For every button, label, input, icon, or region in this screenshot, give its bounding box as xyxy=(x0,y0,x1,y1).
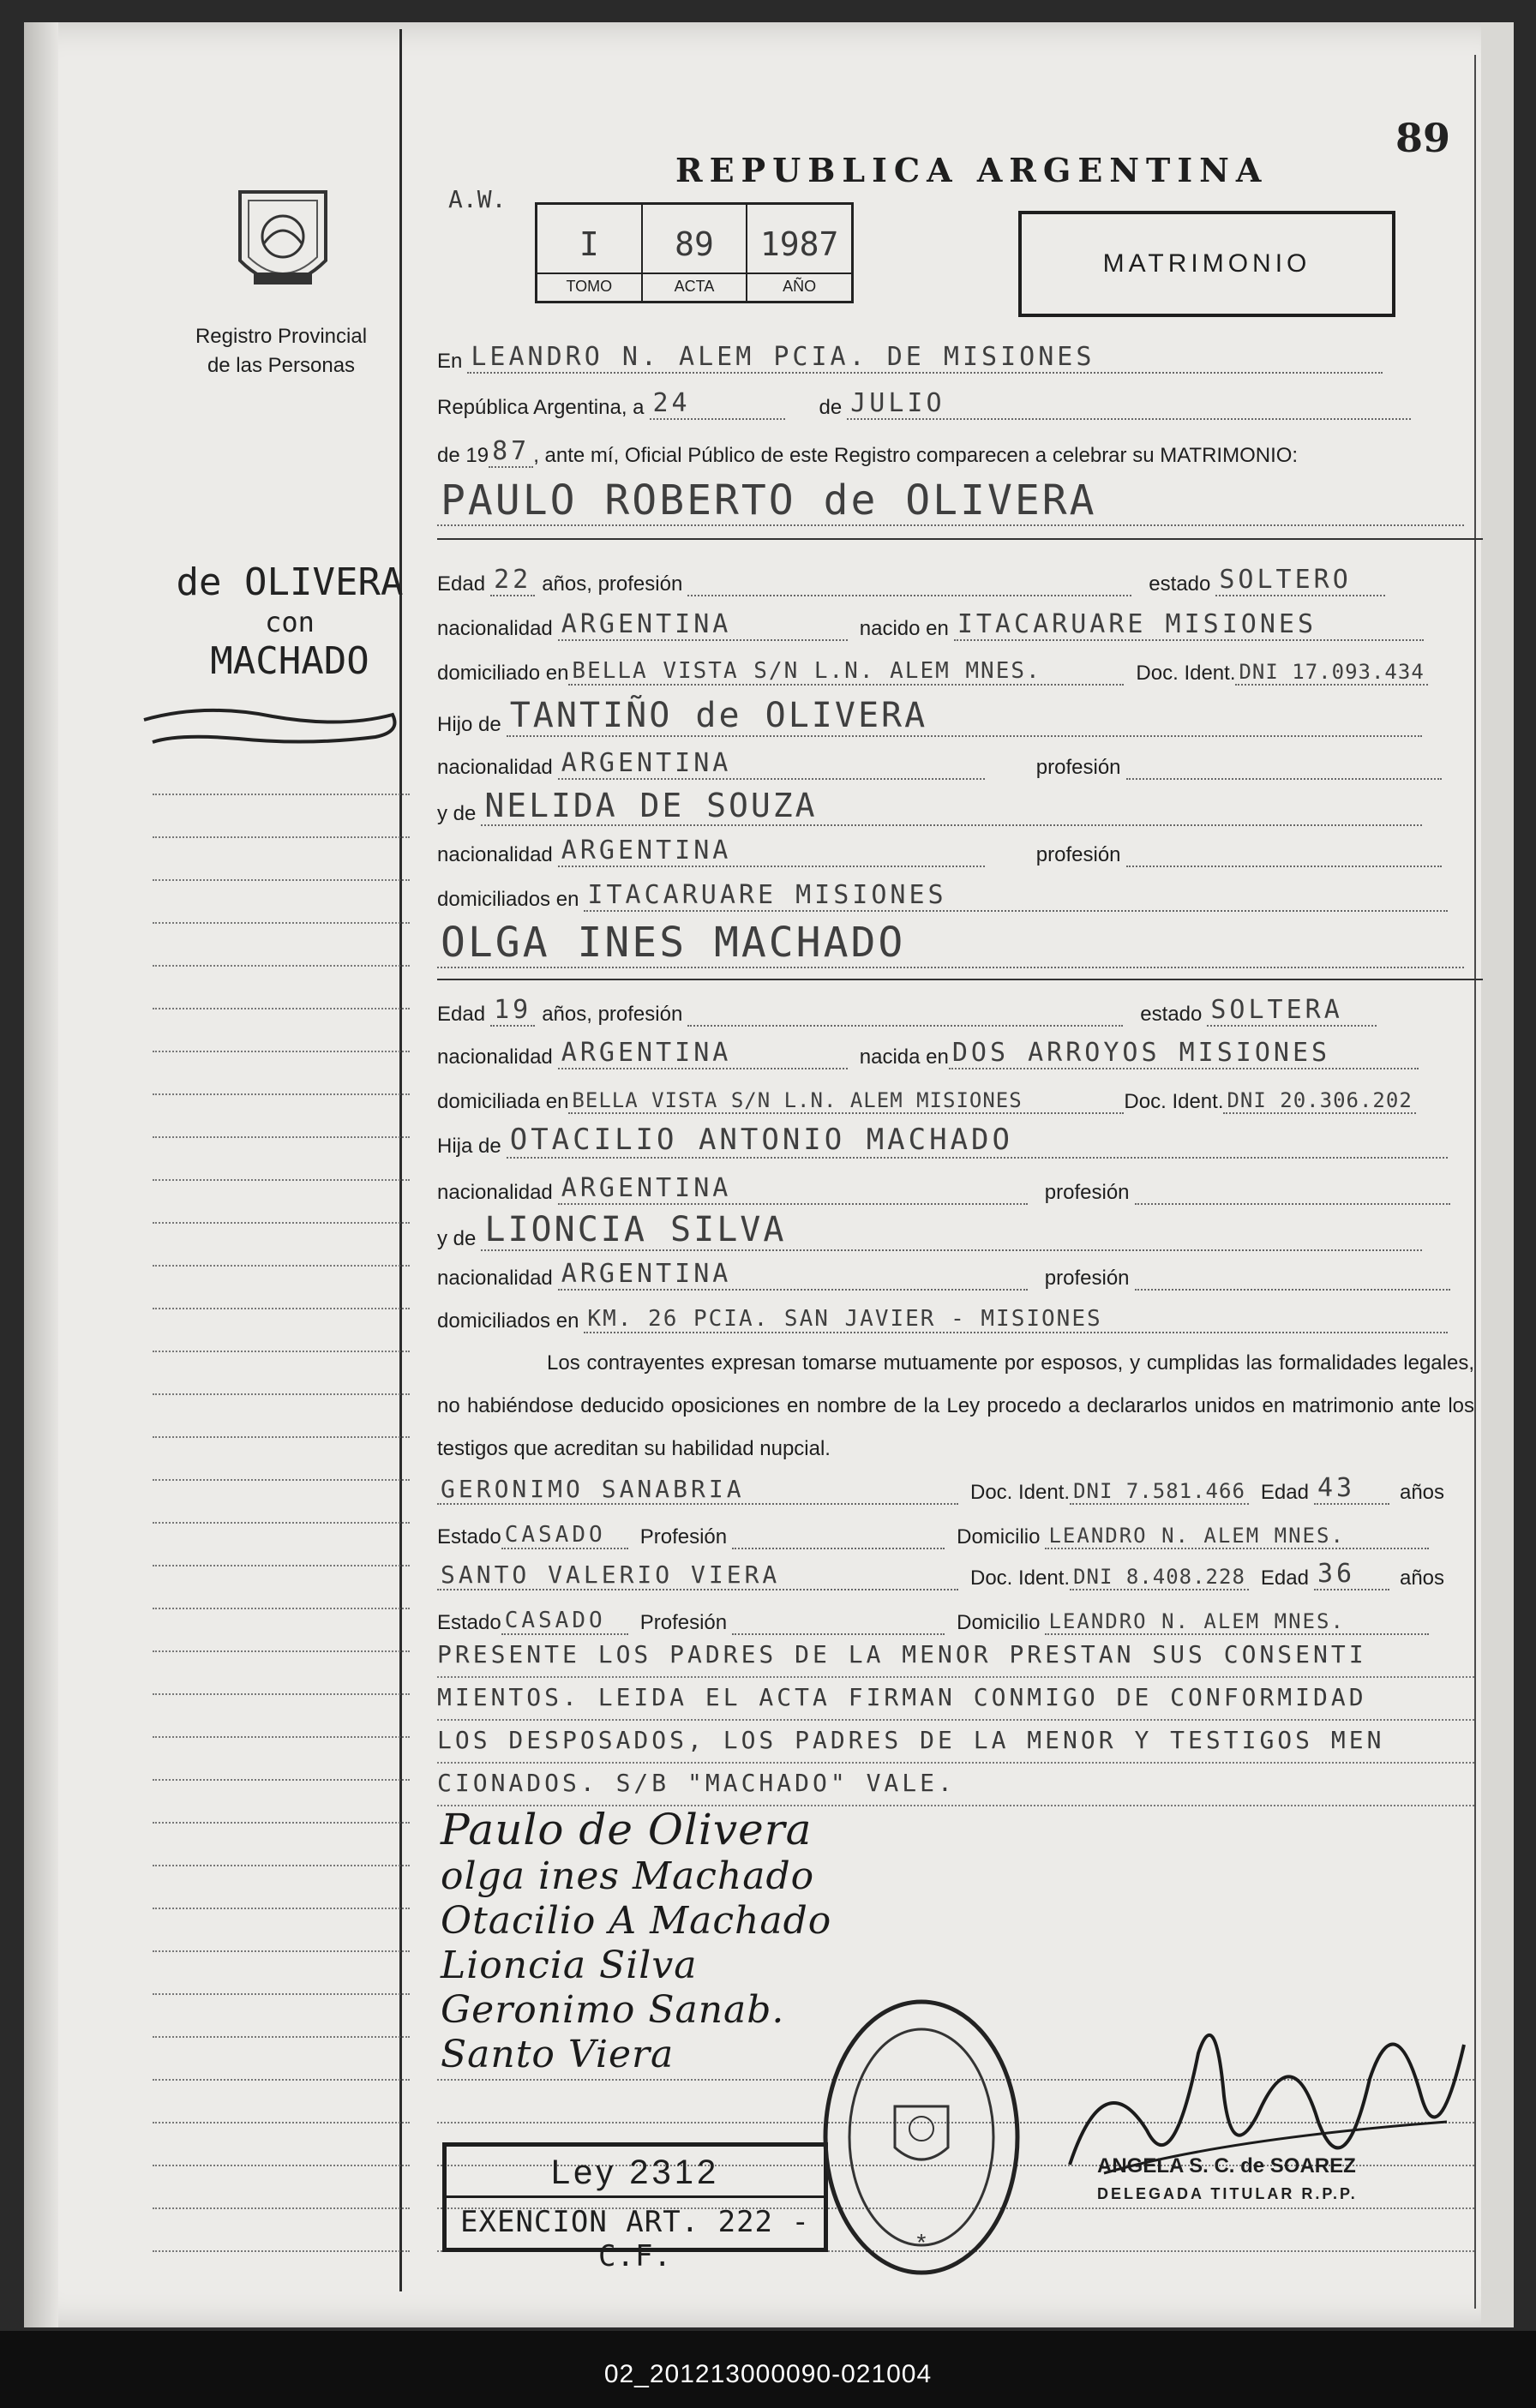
groom-profession xyxy=(687,595,1131,596)
de-label: de xyxy=(819,396,843,419)
bride-name-line xyxy=(437,913,1464,968)
bride-divider xyxy=(437,979,1483,980)
groom-mother-profession xyxy=(1126,866,1442,867)
witness2-years: años xyxy=(1399,1566,1445,1590)
declaration-paragraph: Los contrayentes expresan tomarse mutuamente por esposos, y cumplidas las formalidades legales, no habiéndose deducido oposiciones en nombre de la Ley procedo a declararlos unidos en matrimonio ante los testigos que acreditan su habilidad nupcial. xyxy=(437,1351,1474,1460)
groom-parents-dom-line xyxy=(437,874,1448,912)
bride-mother-nac-label: nacionalidad xyxy=(437,1267,553,1290)
bride-name: OLGA INES MACHADO xyxy=(437,919,1464,968)
groom-yde-label: y de xyxy=(437,802,477,825)
groom-age-line xyxy=(437,559,1385,596)
note-line-4: CIONADOS. S/B "MACHADO" VALE. xyxy=(437,1762,1474,1806)
bride-mother-line xyxy=(437,1208,1422,1251)
bride-age-line xyxy=(437,989,1377,1027)
bride-doc: DNI 20.306.202 xyxy=(1223,1088,1415,1114)
groom-father-prof-label: profesión xyxy=(1035,756,1121,779)
witness1-age: 43 xyxy=(1314,1473,1389,1505)
intro-statement-line xyxy=(437,430,1298,468)
groom-estado: SOLTERO xyxy=(1215,565,1385,596)
record-type-box: MATRIMONIO xyxy=(1018,211,1395,317)
groom-age-label: Edad xyxy=(437,572,486,596)
bride-father-nationality: ARGENTINA xyxy=(558,1173,1028,1205)
anio-label: AÑO xyxy=(747,273,851,296)
witness2-name: SANTO VALERIO VIERA xyxy=(437,1560,958,1590)
bride-mother-prof-label: profesión xyxy=(1044,1267,1130,1290)
bride-mother-nac-line xyxy=(437,1253,1450,1291)
witness2-age-label: Edad xyxy=(1260,1566,1309,1590)
witness2-doc-label: Doc. Ident. xyxy=(970,1566,1071,1590)
page-number: 89 xyxy=(1395,115,1451,161)
groom-parents-domicile: ITACARUARE MISIONES xyxy=(584,880,1448,912)
bride-estado: SOLTERA xyxy=(1207,995,1377,1027)
witness1-doc-label: Doc. Ident. xyxy=(970,1481,1071,1504)
bride-yde-label: y de xyxy=(437,1227,477,1250)
groom-doc-label: Doc. Ident. xyxy=(1136,662,1236,685)
tomo-label: TOMO xyxy=(537,273,641,296)
volume-record-box xyxy=(535,202,854,303)
ley-stamp-line1: Ley 2312 xyxy=(447,2153,824,2198)
groom-father-nac-label: nacionalidad xyxy=(437,756,553,779)
groom-born-label: nacido en xyxy=(859,617,949,640)
groom-parents-dom-label: domiciliados en xyxy=(437,888,579,911)
acta-label: ACTA xyxy=(643,273,747,296)
witness1-estado: CASADO xyxy=(501,1522,628,1549)
bride-nac-label: nacionalidad xyxy=(437,1045,553,1069)
groom-age: 22 xyxy=(490,565,535,596)
bride-estado-label: estado xyxy=(1140,1003,1203,1026)
groom-nac-label: nacionalidad xyxy=(437,617,553,640)
witness2-doc: DNI 8.408.228 xyxy=(1070,1565,1249,1590)
statement-text: , ante mí, Oficial Público de este Registro comparecen a celebrar su MATRIMONIO: xyxy=(533,444,1299,467)
tomo-cell xyxy=(537,205,643,301)
groom-mother-nac-label: nacionalidad xyxy=(437,843,553,866)
bride-father: OTACILIO ANTONIO MACHADO xyxy=(507,1123,1448,1159)
registry-label-line1: Registro Provincial xyxy=(195,325,368,348)
anio-cell xyxy=(747,205,851,301)
en-label: En xyxy=(437,350,463,373)
republica-label: República Argentina, a xyxy=(437,396,645,419)
acta-value: 89 xyxy=(675,225,714,263)
intro-date-line xyxy=(437,382,1411,420)
groom-mother: NELIDA DE SOUZA xyxy=(481,787,1422,826)
witness1-years: años xyxy=(1399,1481,1445,1504)
margin-note xyxy=(153,560,427,684)
registry-label xyxy=(144,322,418,380)
bride-hija-label: Hija de xyxy=(437,1135,501,1158)
witness1-detail-line xyxy=(437,1512,1429,1549)
flourish-underline-icon xyxy=(135,694,410,763)
witness1-name: GERONIMO SANABRIA xyxy=(437,1475,958,1505)
witness1-estado-label: Estado xyxy=(437,1525,501,1548)
official-signature-block xyxy=(1097,2153,1358,2207)
groom-mother-prof-label: profesión xyxy=(1035,843,1121,866)
official-title: DELEGADA TITULAR R.P.P. xyxy=(1097,2185,1358,2202)
bride-prof-label: años, profesión xyxy=(542,1003,683,1026)
witness1-domicile: LEANDRO N. ALEM MNES. xyxy=(1045,1524,1429,1549)
bride-father-nac-line xyxy=(437,1167,1450,1205)
bride-nationality: ARGENTINA xyxy=(558,1038,848,1069)
note-line-2: MIENTOS. LEIDA EL ACTA FIRMAN CONMIGO DE CONFORMIDAD xyxy=(437,1676,1474,1721)
bride-born-label: nacida en xyxy=(859,1045,949,1069)
note-line-3: LOS DESPOSADOS, LOS PADRES DE LA MENOR Y TESTIGOS MEN xyxy=(437,1719,1474,1764)
province-seal-icon xyxy=(230,183,336,303)
groom-name-line xyxy=(437,473,1464,526)
groom-name: PAULO ROBERTO de OLIVERA xyxy=(437,476,1464,526)
day-value: 24 xyxy=(650,388,785,420)
groom-father-nac-line xyxy=(437,742,1442,780)
groom-dom-line xyxy=(437,648,1428,686)
witness2-age: 36 xyxy=(1314,1559,1389,1590)
bride-dom-label: domiciliada en xyxy=(437,1090,569,1113)
bride-domicile: BELLA VISTA S/N L.N. ALEM MISIONES xyxy=(568,1088,1124,1114)
groom-father: TANTIÑO de OLIVERA xyxy=(507,696,1422,737)
intro-place-line xyxy=(437,336,1383,374)
groom-father-line xyxy=(437,694,1422,737)
groom-divider xyxy=(437,538,1483,540)
witness1-doc: DNI 7.581.466 xyxy=(1070,1479,1249,1505)
signature-groom: Paulo de Olivera xyxy=(441,1805,813,1854)
ley-stamp-line2: EXENCION ART. 222 - C.F. xyxy=(460,2205,810,2273)
witness1-profession xyxy=(732,1548,945,1549)
next-leaf-edge xyxy=(1481,22,1514,2327)
witness2-line xyxy=(437,1553,1449,1590)
groom-mother-line xyxy=(437,785,1422,826)
groom-nac-line xyxy=(437,603,1424,641)
bride-born: DOS ARROYOS MISIONES xyxy=(949,1038,1419,1069)
tomo-value: I xyxy=(579,225,599,263)
groom-estado-label: estado xyxy=(1149,572,1211,596)
witness2-domicile: LEANDRO N. ALEM MNES. xyxy=(1045,1609,1429,1635)
groom-mother-nac-line xyxy=(437,830,1442,867)
registry-label-line2: de las Personas xyxy=(207,354,356,377)
margin-note-line1: de OLIVERA xyxy=(176,560,404,604)
witness1-line xyxy=(437,1467,1449,1505)
ley-exemption-stamp xyxy=(442,2142,828,2273)
right-rule xyxy=(1474,55,1476,2309)
witness1-dom-label: Domicilio xyxy=(957,1525,1041,1548)
bride-father-profession xyxy=(1135,1203,1450,1205)
scan-filename: 02_201213000090-021004 xyxy=(603,2360,933,2388)
signature-witness1: Geronimo Sanab. xyxy=(441,1988,785,2032)
bride-father-line xyxy=(437,1121,1448,1159)
margin-note-line3: MACHADO xyxy=(210,639,369,683)
groom-father-profession xyxy=(1126,778,1442,780)
bride-nac-line xyxy=(437,1032,1419,1069)
acta-cell xyxy=(643,205,748,301)
bride-dom-line xyxy=(437,1076,1416,1114)
groom-hijo-label: Hijo de xyxy=(437,713,501,736)
witness1-age-label: Edad xyxy=(1260,1481,1309,1504)
bride-age-label: Edad xyxy=(437,1003,486,1026)
month-value: JULIO xyxy=(847,388,1411,420)
bride-mother: LIONCIA SILVA xyxy=(481,1210,1422,1251)
groom-doc: DNI 17.093.434 xyxy=(1235,660,1427,686)
witness2-prof-label: Profesión xyxy=(639,1611,728,1634)
anio-value: 1987 xyxy=(759,225,839,263)
groom-born: ITACARUARE MISIONES xyxy=(954,609,1424,641)
country-heading: REPUBLICA ARGENTINA xyxy=(675,151,1269,189)
annotation-initials: A.W. xyxy=(448,185,507,213)
register-page xyxy=(24,22,1514,2327)
witness2-dom-label: Domicilio xyxy=(957,1611,1041,1634)
witness2-estado-label: Estado xyxy=(437,1611,501,1634)
witness1-prof-label: Profesión xyxy=(639,1525,728,1548)
groom-mother-nationality: ARGENTINA xyxy=(558,836,985,867)
svg-text:*: * xyxy=(916,2229,927,2255)
bride-age: 19 xyxy=(490,995,535,1027)
bride-father-nac-label: nacionalidad xyxy=(437,1181,553,1204)
bride-parents-dom-label: domiciliados en xyxy=(437,1309,579,1333)
registry-oval-seal-icon xyxy=(819,1995,1023,2279)
official-name: ANGELA S. C. de SOAREZ xyxy=(1097,2154,1356,2177)
bride-parents-domicile: KM. 26 PCIA. SAN JAVIER - MISIONES xyxy=(584,1306,1448,1333)
bride-profession xyxy=(687,1025,1123,1027)
year-suffix: 87 xyxy=(489,436,533,468)
groom-domicile: BELLA VISTA S/N L.N. ALEM MNES. xyxy=(568,658,1124,686)
bride-mother-nationality: ARGENTINA xyxy=(558,1259,1028,1291)
signature-bride-father: Otacilio A Machado xyxy=(441,1899,832,1943)
margin-note-line2: con xyxy=(265,606,315,638)
bride-parents-dom-line xyxy=(437,1296,1448,1333)
groom-nationality: ARGENTINA xyxy=(558,609,848,641)
bride-doc-label: Doc. Ident. xyxy=(1124,1090,1224,1113)
witness2-estado: CASADO xyxy=(501,1608,628,1635)
signature-bride: olga ines Machado xyxy=(441,1854,815,1898)
groom-dom-label: domiciliado en xyxy=(437,662,569,685)
note-line-1: PRESENTE LOS PADRES DE LA MENOR PRESTAN SUS CONSENTI xyxy=(437,1633,1474,1678)
signature-bride-mother: Lioncia Silva xyxy=(441,1944,698,1987)
binding-gutter xyxy=(24,22,58,2327)
bride-father-prof-label: profesión xyxy=(1044,1181,1130,1204)
witness2-detail-line xyxy=(437,1597,1429,1635)
year-prefix: de 19 xyxy=(437,444,489,467)
groom-father-nationality: ARGENTINA xyxy=(558,748,985,780)
signature-witness2: Santo Viera xyxy=(441,2033,675,2076)
groom-prof-label: años, profesión xyxy=(542,572,683,596)
bride-mother-profession xyxy=(1135,1289,1450,1291)
place-value: LEANDRO N. ALEM PCIA. DE MISIONES xyxy=(467,342,1383,374)
